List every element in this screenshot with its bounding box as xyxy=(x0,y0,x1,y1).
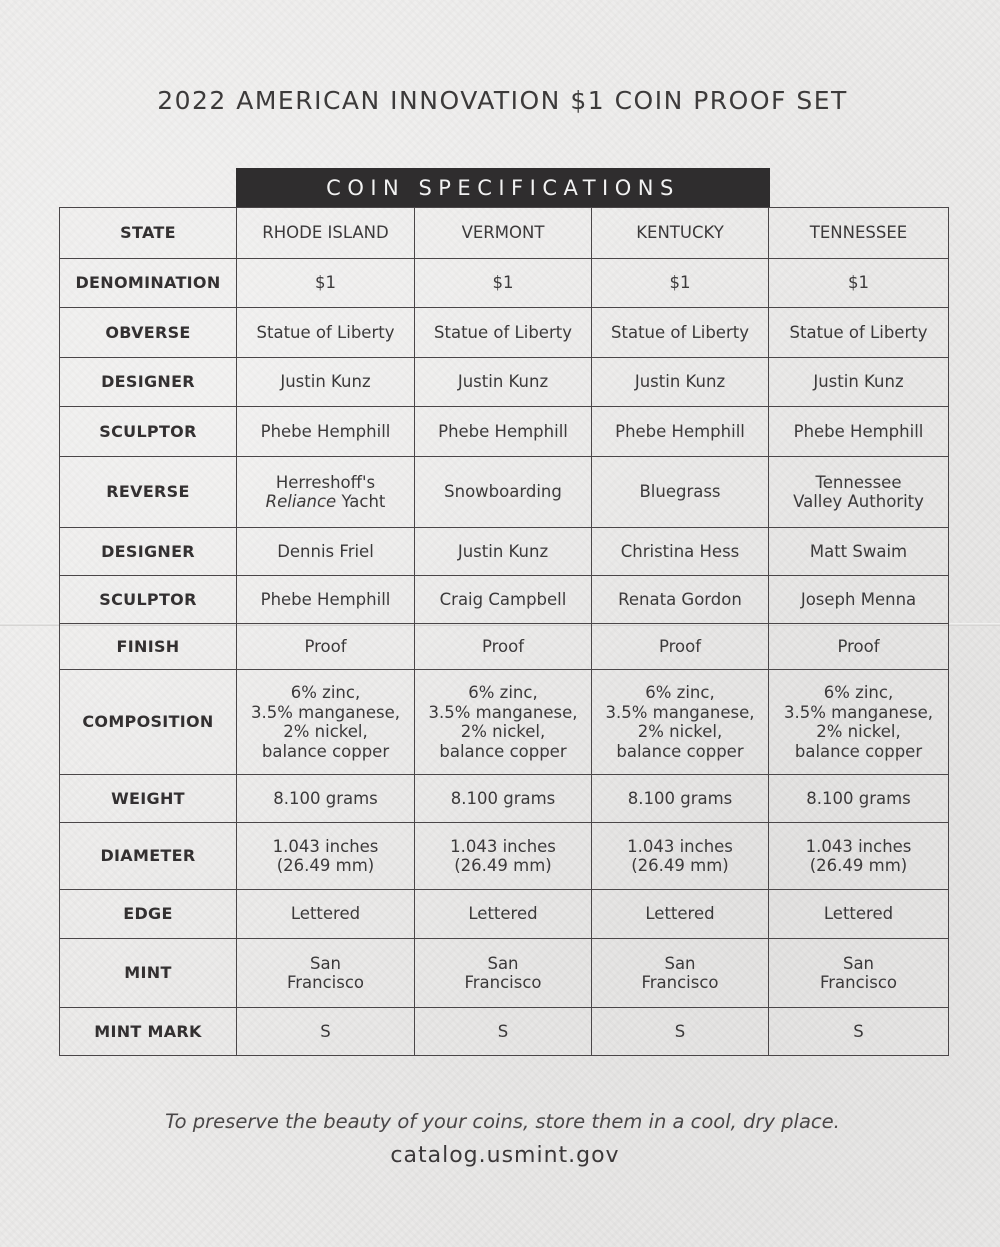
cell-line xyxy=(241,492,410,512)
cell-line: (26.49 mm) xyxy=(276,856,375,875)
table-cell: Phebe Hemphill xyxy=(769,407,949,457)
cell-line: San xyxy=(664,953,696,973)
table-cell: Proof xyxy=(592,624,769,670)
table-cell: Lettered xyxy=(592,890,769,939)
table-cell xyxy=(415,939,592,1008)
table-row xyxy=(60,823,949,890)
table-cell: 8.100 grams xyxy=(592,775,769,823)
table-row xyxy=(60,1008,949,1056)
cell-line: (26.49 mm) xyxy=(809,856,908,875)
row-label: WEIGHT xyxy=(60,775,237,823)
row-label: STATE xyxy=(60,208,237,259)
cell-line: San xyxy=(842,953,875,973)
table-cell: 8.100 grams xyxy=(415,775,592,823)
row-label: SCULPTOR xyxy=(60,407,237,457)
cell-line: 6% zinc, xyxy=(290,683,361,702)
table-cell: RHODE ISLAND xyxy=(237,208,415,259)
table-cell xyxy=(769,457,949,528)
cell-text: Yacht xyxy=(336,492,386,511)
table-cell xyxy=(415,823,592,890)
table-cell xyxy=(237,457,415,528)
table-cell: VERMONT xyxy=(415,208,592,259)
row-label: FINISH xyxy=(60,624,237,670)
cell-line: Francisco xyxy=(464,973,542,992)
cell-line: 2% nickel, xyxy=(816,722,901,741)
table-cell: KENTUCKY xyxy=(592,208,769,259)
cell-line: Francisco xyxy=(286,973,365,992)
table-cell: 8.100 grams xyxy=(769,775,949,823)
table-cell: $1 xyxy=(769,259,949,308)
cell-line: Tennessee xyxy=(815,472,902,492)
table-cell: Proof xyxy=(237,624,415,670)
table-row xyxy=(60,670,949,775)
table-cell: $1 xyxy=(237,259,415,308)
row-label: DIAMETER xyxy=(60,823,237,890)
table-row xyxy=(60,775,949,823)
table-row xyxy=(60,624,949,670)
cell-line: 3.5% manganese, xyxy=(428,702,578,722)
cell-line: (26.49 mm) xyxy=(454,856,552,875)
table-cell: Phebe Hemphill xyxy=(592,407,769,457)
cell-line: 3.5% manganese, xyxy=(251,702,400,722)
table-cell xyxy=(592,670,769,775)
table-cell: $1 xyxy=(592,259,769,308)
cell-line: 1.043 inches xyxy=(805,836,912,856)
table-row xyxy=(60,208,949,259)
cell-line: 6% zinc, xyxy=(645,683,715,702)
cell-line: 1.043 inches xyxy=(272,836,379,856)
row-label: MINT xyxy=(60,939,237,1008)
table-cell xyxy=(237,823,415,890)
italic-name: Reliance xyxy=(265,492,337,511)
table-cell: Phebe Hemphill xyxy=(237,576,415,624)
cell-line: 6% zinc, xyxy=(468,683,538,702)
row-label: EDGE xyxy=(60,890,237,939)
table-cell: Proof xyxy=(415,624,592,670)
section-header: COIN SPECIFICATIONS xyxy=(236,168,770,208)
table-cell: Christina Hess xyxy=(592,528,769,576)
row-label: SCULPTOR xyxy=(60,576,237,624)
table-cell xyxy=(237,670,415,775)
table-cell: Statue of Liberty xyxy=(415,308,592,358)
cell-line: Francisco xyxy=(819,973,898,992)
table-cell: Justin Kunz xyxy=(592,358,769,407)
cell-line: 3.5% manganese, xyxy=(605,702,755,722)
table-row xyxy=(60,939,949,1008)
table-cell: Phebe Hemphill xyxy=(415,407,592,457)
row-label: MINT MARK xyxy=(60,1008,237,1056)
table-cell: Justin Kunz xyxy=(415,528,592,576)
cell-line: (26.49 mm) xyxy=(631,856,729,875)
cell-line: Herreshoff's xyxy=(275,472,376,492)
cell-line: Valley Authority xyxy=(793,492,924,511)
cell-line: 6% zinc, xyxy=(823,683,894,702)
cell-line: San xyxy=(309,953,342,973)
table-cell: Lettered xyxy=(769,890,949,939)
table-cell: Justin Kunz xyxy=(769,358,949,407)
table-cell: Matt Swaim xyxy=(769,528,949,576)
cell-line: balance copper xyxy=(261,741,390,761)
table-cell xyxy=(769,670,949,775)
catalog-url: catalog.usmint.gov xyxy=(390,1143,620,1168)
care-note: To preserve the beauty of your coins, store them in a cool, dry place. xyxy=(165,1110,840,1133)
cell-line: 3.5% manganese, xyxy=(784,702,933,722)
table-cell: TENNESSEE xyxy=(769,208,949,259)
row-label: COMPOSITION xyxy=(60,670,237,775)
table-cell: S xyxy=(415,1008,592,1056)
table-row xyxy=(60,457,949,528)
table-cell: $1 xyxy=(415,259,592,308)
table-cell: S xyxy=(592,1008,769,1056)
table-cell: S xyxy=(237,1008,415,1056)
table-cell: Craig Campbell xyxy=(415,576,592,624)
row-label: REVERSE xyxy=(60,457,237,528)
table-cell: Lettered xyxy=(415,890,592,939)
table-row xyxy=(60,407,949,457)
table-cell: Statue of Liberty xyxy=(769,308,949,358)
table-cell: Dennis Friel xyxy=(237,528,415,576)
row-label: DESIGNER xyxy=(60,358,237,407)
table-cell: Renata Gordon xyxy=(592,576,769,624)
table-cell: Bluegrass xyxy=(592,457,769,528)
row-label: DESIGNER xyxy=(60,528,237,576)
table-cell: S xyxy=(769,1008,949,1056)
table-cell xyxy=(592,823,769,890)
table-cell: Joseph Menna xyxy=(769,576,949,624)
table-cell: Justin Kunz xyxy=(415,358,592,407)
cell-line: 2% nickel, xyxy=(460,722,546,741)
table-row xyxy=(60,576,949,624)
table-cell xyxy=(769,939,949,1008)
table-cell: Statue of Liberty xyxy=(592,308,769,358)
cell-line: Francisco xyxy=(641,973,719,992)
spec-table-container xyxy=(59,207,948,1056)
table-row xyxy=(60,308,949,358)
cell-line: 1.043 inches xyxy=(627,836,733,856)
spec-table xyxy=(59,207,949,1056)
table-cell: Lettered xyxy=(237,890,415,939)
cell-line: San xyxy=(487,953,519,973)
row-label: OBVERSE xyxy=(60,308,237,358)
table-cell: 8.100 grams xyxy=(237,775,415,823)
table-cell xyxy=(415,670,592,775)
cell-line: balance copper xyxy=(794,741,923,761)
row-label: DENOMINATION xyxy=(60,259,237,308)
table-cell: Proof xyxy=(769,624,949,670)
cell-line: balance copper xyxy=(439,741,567,761)
table-row xyxy=(60,358,949,407)
table-cell xyxy=(769,823,949,890)
cell-line: 2% nickel, xyxy=(637,722,723,741)
table-cell: Statue of Liberty xyxy=(237,308,415,358)
cell-line: 1.043 inches xyxy=(450,836,556,856)
table-row xyxy=(60,528,949,576)
table-row xyxy=(60,890,949,939)
table-cell: Snowboarding xyxy=(415,457,592,528)
table-cell xyxy=(237,939,415,1008)
page-title: 2022 AMERICAN INNOVATION $1 COIN PROOF SET xyxy=(157,86,848,115)
cell-line: 2% nickel, xyxy=(283,722,368,741)
table-cell: Phebe Hemphill xyxy=(237,407,415,457)
table-cell xyxy=(592,939,769,1008)
table-row xyxy=(60,259,949,308)
cell-line: balance copper xyxy=(616,741,744,761)
table-cell: Justin Kunz xyxy=(237,358,415,407)
